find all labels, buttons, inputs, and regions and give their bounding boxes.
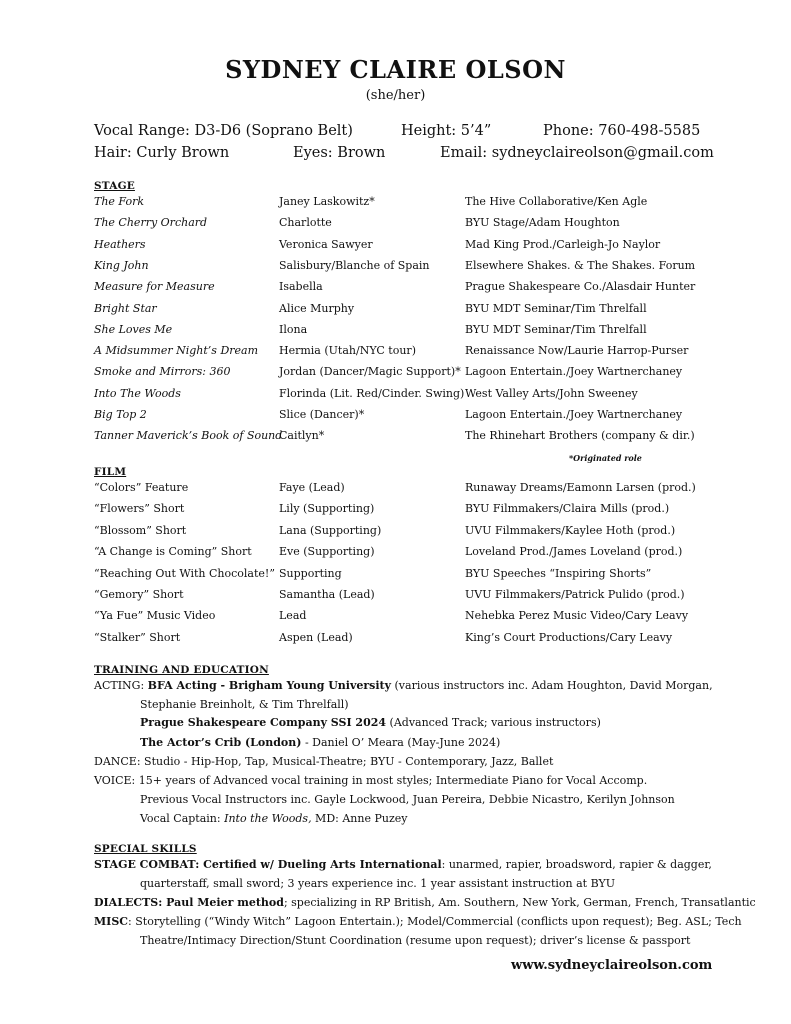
stage-credit-row — [94, 365, 714, 381]
credit-company: BYU Filmmakers/Claira Mills (prod.) — [465, 502, 670, 516]
credit-title: Bright Star — [94, 301, 157, 315]
skills-misc — [94, 915, 742, 928]
credit-title: “A Change is Coming” Short — [94, 545, 252, 559]
credit-title: The Cherry Orchard — [94, 216, 208, 230]
prague-program: Prague Shakespeare Company SSI 2024 — [140, 716, 387, 729]
credit-role: Charlotte — [279, 216, 332, 230]
credit-title: Big Top 2 — [94, 408, 147, 421]
combat-label: STAGE COMBAT: Certified w/ Dueling Arts International — [94, 858, 442, 871]
training-heading: TRAINING AND EDUCATION — [94, 664, 269, 676]
stage-credit-row — [94, 323, 714, 339]
credit-title: Measure for Measure — [94, 280, 215, 294]
credit-role: Janey Laskowitz* — [279, 195, 375, 208]
stage-credit-row — [94, 259, 714, 275]
credit-title: Into The Woods — [94, 386, 181, 400]
skills-combat — [94, 858, 712, 871]
skills-combat-cont: quarterstaff, small sword; 3 years experience inc. 1 year assistant instruction at BYU — [140, 877, 615, 890]
credit-role: Florinda (Lit. Red/Cinder. Swing) — [279, 386, 465, 400]
credit-company: UVU Filmmakers/Patrick Pulido (prod.) — [465, 588, 685, 601]
credit-company: Runaway Dreams/Eamonn Larsen (prod.) — [465, 481, 696, 494]
credit-title: King John — [94, 258, 149, 272]
credit-role: Lana (Supporting) — [279, 523, 382, 537]
credit-title: “Reaching Out With Chocolate!” — [94, 566, 275, 580]
stage-credit-row — [94, 280, 714, 296]
captain-show: Into the Woods, — [224, 812, 312, 825]
credit-company: BYU MDT Seminar/Tim Threlfall — [465, 322, 647, 336]
credit-role: Hermia (Utah/NYC tour) — [279, 344, 416, 358]
credit-company: West Valley Arts/John Sweeney — [465, 386, 638, 400]
stage-credit-row — [94, 429, 714, 445]
credit-role: Salisbury/Blanche of Spain — [279, 258, 430, 272]
credit-title: “Flowers” Short — [94, 502, 185, 516]
credit-title: “Stalker” Short — [94, 630, 181, 644]
credit-role: Slice (Dancer)* — [279, 408, 365, 421]
vocal-range: Vocal Range: D3-D6 (Soprano Belt) — [94, 123, 353, 139]
crib-details: - Daniel O’ Meara (May-June 2024) — [301, 736, 501, 749]
skills-misc-cont: Theatre/Intimacy Direction/Stunt Coordination (resume upon request); driver’s license & passport — [140, 934, 691, 947]
hair: Hair: Curly Brown — [94, 145, 230, 161]
dialects-details: ; specializing in RP British, Am. Southern, New York, German, French, Transatlantic — [283, 896, 756, 909]
credit-title: “Ya Fue” Music Video — [94, 609, 216, 623]
acting-degree: BFA Acting - Brigham Young University — [147, 679, 392, 692]
film-credit-row — [94, 481, 714, 497]
credit-company: Prague Shakespeare Co./Alasdair Hunter — [465, 280, 696, 294]
stage-credit-row — [94, 408, 714, 424]
film-credit-row — [94, 609, 714, 625]
training-crib — [140, 736, 500, 749]
credit-title: A Midsummer Night’s Dream — [94, 344, 259, 358]
credit-title: “Gemory” Short — [94, 588, 184, 601]
credit-role: Isabella — [279, 280, 323, 294]
stage-credit-row — [94, 238, 714, 254]
acting-label: ACTING: — [94, 679, 145, 692]
film-credit-row — [94, 545, 714, 561]
combat-details: : unarmed, rapier, broadsword, rapier & dagger, — [441, 858, 712, 871]
website-link[interactable]: www.sydneyclaireolson.com — [511, 958, 713, 973]
credit-company: Lagoon Entertain./Joey Wartnerchaney — [465, 408, 683, 421]
film-credit-row — [94, 567, 714, 583]
skills-heading: SPECIAL SKILLS — [94, 843, 197, 855]
training-voice-cont: Previous Vocal Instructors inc. Gayle Lockwood, Juan Pereira, Debbie Nicastro, Kerilyn Johnson — [140, 793, 675, 806]
skills-dialects — [94, 896, 756, 909]
credit-role: Alice Murphy — [279, 301, 355, 315]
film-credit-row — [94, 588, 714, 604]
credit-title: Tanner Maverick’s Book of Sound — [94, 429, 283, 443]
stage-credit-row — [94, 195, 714, 211]
height: Height: 5’4” — [401, 123, 492, 139]
credit-company: Lagoon Entertain./Joey Wartnerchaney — [465, 365, 683, 379]
credit-role: Jordan (Dancer/Magic Support)* — [279, 365, 461, 379]
credit-company: BYU Speeches “Inspiring Shorts” — [465, 566, 652, 580]
phone: Phone: 760-498-5585 — [543, 123, 701, 139]
credit-title: The Fork — [94, 195, 145, 208]
stage-credit-row — [94, 344, 714, 360]
film-credit-row — [94, 524, 714, 540]
eyes: Eyes: Brown — [293, 145, 386, 161]
credit-company: UVU Filmmakers/Kaylee Hoth (prod.) — [465, 523, 676, 537]
stage-credit-row — [94, 302, 714, 318]
film-heading: FILM — [94, 466, 127, 478]
crib-program: The Actor’s Crib (London) — [140, 736, 302, 749]
prague-details: (Advanced Track; various instructors) — [386, 716, 601, 729]
pronouns: (she/her) — [365, 88, 426, 103]
credit-title: “Colors” Feature — [94, 481, 189, 494]
credit-company: Elsewhere Shakes. & The Shakes. Forum — [465, 258, 696, 272]
misc-details: : Storytelling (“Windy Witch” Lagoon Entertain.); Model/Commercial (conflicts upon request); Beg. ASL; Tech — [128, 915, 742, 928]
stage-credit-row — [94, 216, 714, 232]
acting-details: (various instructors inc. Adam Houghton, David Morgan, — [391, 679, 713, 692]
credit-company: King’s Court Productions/Cary Leavy — [465, 630, 673, 644]
credit-role: Ilona — [279, 322, 308, 336]
credit-company: Renaissance Now/Laurie Harrop-Purser — [465, 344, 689, 358]
credit-role: Samantha (Lead) — [279, 588, 375, 601]
film-credit-row — [94, 502, 714, 518]
training-dance: DANCE: Studio - Hip-Hop, Tap, Musical-Theatre; BYU - Contemporary, Jazz, Ballet — [94, 755, 554, 768]
training-voice: VOICE: 15+ years of Advanced vocal training in most styles; Intermediate Piano for Vocal Accomp. — [94, 774, 648, 787]
credit-company: Mad King Prod./Carleigh-Jo Naylor — [465, 237, 661, 251]
training-acting — [94, 679, 713, 692]
stage-credit-row — [94, 387, 714, 403]
credit-title: She Loves Me — [94, 322, 173, 336]
originated-role-note: *Originated role — [569, 453, 642, 463]
credit-role: Faye (Lead) — [279, 481, 345, 494]
dialects-label: DIALECTS: Paul Meier method — [94, 896, 284, 909]
credit-company: Loveland Prod./James Loveland (prod.) — [465, 545, 683, 559]
actor-name: SYDNEY CLAIRE OLSON — [225, 55, 566, 84]
credit-role: Supporting — [279, 566, 342, 580]
training-prague — [140, 716, 601, 729]
credit-role: Caitlyn* — [279, 429, 325, 443]
credit-role: Eve (Supporting) — [279, 545, 375, 559]
film-credit-row — [94, 631, 714, 647]
captain-details: MD: Anne Puzey — [311, 812, 408, 825]
email: Email: sydneyclaireolson@gmail.com — [440, 145, 714, 161]
credit-role: Lily (Supporting) — [279, 502, 375, 516]
training-vocal-captain — [140, 812, 407, 825]
credit-role: Aspen (Lead) — [279, 630, 353, 644]
credit-company: Nehebka Perez Music Video/Cary Leavy — [465, 609, 689, 623]
credit-title: “Blossom” Short — [94, 523, 187, 537]
credit-company: BYU Stage/Adam Houghton — [465, 216, 620, 230]
stage-heading: STAGE — [94, 180, 135, 192]
credit-role: Veronica Sawyer — [279, 237, 373, 251]
credit-company: BYU MDT Seminar/Tim Threlfall — [465, 301, 647, 315]
credit-title: Smoke and Mirrors: 360 — [94, 365, 231, 379]
credit-title: Heathers — [94, 237, 146, 251]
credit-role: Lead — [279, 609, 307, 623]
credit-company: The Hive Collaborative/Ken Agle — [465, 195, 648, 208]
captain-label: Vocal Captain: — [140, 812, 225, 825]
misc-label: MISC — [94, 915, 129, 928]
training-acting-cont: Stephanie Breinholt, & Tim Threlfall) — [140, 698, 349, 711]
credit-company: The Rhinehart Brothers (company & dir.) — [465, 429, 695, 443]
